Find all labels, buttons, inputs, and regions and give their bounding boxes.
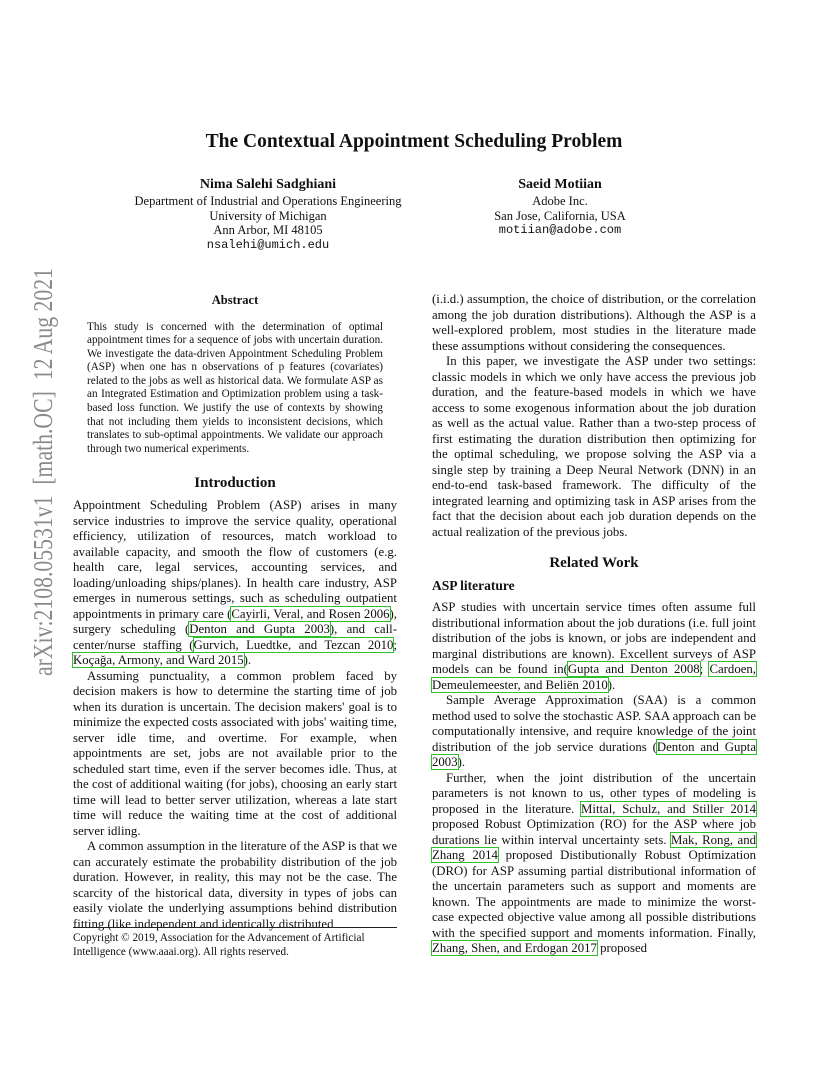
intro-continued-paragraph: (i.i.d.) assumption, the choice of distribution, or the correlation among the job duration distributions). Although the ASP is a well-explored problem, most studies in the literature made these assumptions without considering the consequences. [432,292,756,353]
text-run: Sample Average Approximation (SAA) is a common method used to solve the stochastic ASP. SAA approach can be computationally intensive, and require knowledge of the joint distribution of the job service durations ( [432,693,756,754]
author-name: Saeid Motiian [518,177,602,192]
citation-link[interactable]: Denton and Gupta 2003 [432,739,756,769]
subsection-heading-asp-literature: ASP literature [432,578,515,593]
affiliation-line: Department of Industrial and Operations Engineering [134,194,402,208]
citation-link[interactable]: Zhang, Shen, and Erdogan 2017 [432,941,597,955]
author-block-2 [470,176,650,238]
related-paragraph-2 [432,693,756,771]
citation-link[interactable]: Mak, Rong, and Zhang 2014 [432,832,757,862]
citation-link[interactable]: Cardoen, Demeulemeester, and Beliën 2010 [432,662,756,692]
arxiv-identifier [22,264,64,676]
text-run: ). [243,653,252,668]
author-name: Nima Salehi Sadghiani [199,177,337,192]
right-column [432,292,756,957]
text-run: proposed Robust Optimization (RO) for the ASP where job durations lie within interval uncertainty sets. [432,817,756,847]
left-column [73,291,397,932]
author-block-1 [120,176,416,252]
intro-paragraph-3: A common assumption in the literature of the ASP is that we can accurately estimate the probability distribution of the job duration. However, in reality, this may not be the case. The scarcity of the historical data, diversity in types of jobs can easily violate the underlying assumptions behind distribution fitting (like independent and identically distributed [73,839,397,931]
related-paragraph-1 [432,600,756,693]
text-run: Appointment Scheduling Problem (ASP) arises in many service industries to improve the service quality, operational efficiency, utilization of resources, match workload to available capacity, and smooth the flow of customers (e.g. health care, legal services, accounting services, and loading/unloading ships/planes). In health care industry, ASP emerges in numerous settings, such as scheduling outpatient appointments in primary care ( [73,498,397,621]
footnote-text: Copyright © 2019, Association for the Advancement of Artificial Intelligence (www.aaai.org). All rights reserved. [73,932,365,958]
intro-paragraph-4: In this paper, we investigate the ASP under two settings: classic models in which we only have access the previous job duration, and the feature-based models in which we have access to some exogenous information about the job duration as well as the actual value. Rather than a two-step process of first estimating the duration distribution then optimizing for the optimal scheduling, we propose solving the ASP via a single step by training a Deep Neural Network (DNN) in an end-to-end task-based framework. The difficulty of the integrated learning and optimizing task in ASP arises from the fact that the decision about each job duration depends on the actual realization of the previous jobs. [432,354,756,539]
affiliation-line: San Jose, California, USA [494,208,626,223]
text-run: proposed Distibutionally Robust Optimization (DRO) for ASP assuming partial distributional information of the uncertain parameters such as support and moments are known. The appointments are made to minimize the worst-case expected objective value among all possible distributions with the specified support and moments information. Finally, [432,848,756,940]
text-run: ASP studies with uncertain service times often assume full distributional information about the job durations (i.e. full joint distribution of the jobs is known, or jobs are independent and marginal distributions are known). Excellent surveys of ASP models can be found in( [432,600,756,676]
section-heading-related-work: Related Work [549,555,639,571]
arxiv-identifier-text: arXiv:2108.05531v1 [math.OC] 12 Aug 2021 [27,264,58,676]
text-run: Further, when the joint distribution of the uncertain parameters is not known to us, other types of modeling is proposed in the literature. [432,770,756,816]
abstract-heading: Abstract [211,293,259,307]
citation-link[interactable]: Denton and Gupta 2003 [189,622,330,637]
copyright-footnote [73,927,397,959]
text-run: ), surgery scheduling ( [73,606,397,637]
text-run: ; [699,662,710,676]
related-paragraph-3 [432,771,756,957]
affiliation-line: Ann Arbor, MI 48105 [213,223,323,238]
citation-link[interactable]: Koçağa, Armony, and Ward 2015 [73,653,244,668]
intro-paragraph-2: Assuming punctuality, a common problem faced by decision makers is how to determine the starting time of job when its duration is uncertain. The decision makers' goal is to minimize the expected costs associated with jobs' waiting time, server idle time, and overtime. For example, when appointments are set, jobs are not available prior to the scheduled start time, even if the server becomes idle. Thus, at the cost of additional waiting (for jobs), choosing an early start time will lead to better server utilization, whereas a late start time will reduce the waiting time at the cost of additional server idling. [73,668,397,838]
text-run: ). [457,755,466,769]
text-run: ). [607,677,616,692]
footnote-rule [73,927,397,928]
section-heading-introduction: Introduction [194,475,276,492]
text-run: ), and call-center/nurse staffing ( [73,622,397,652]
text-run: ; [393,637,397,652]
citation-link[interactable]: Cayirli, Veral, and Rosen 2006 [231,606,390,621]
citation-link[interactable]: Gurvich, Luedtke, and Tezcan 2010 [193,637,394,652]
author-email: nsalehi@umich.edu [206,237,330,252]
paper-title: The Contextual Appointment Scheduling Problem [205,131,623,152]
abstract-text: This study is concerned with the determination of optimal appointment times for a sequence of jobs with uncertain duration. We investigate the data-driven Appointment Scheduling Problem (ASP) when one has n observations of p features (covariates) related to the jobs as well as historical data. We formulate ASP as an Integrated Estimation and Optimization problem using a task-based loss function. We justify the use of contexts by showing that not including them yields to inconsistent decisions, which translates to sub-optimal appointments. We validate our approach through two numerical experiments. [87,320,383,455]
text-run: proposed [596,941,648,955]
author-email: motiian@adobe.com [498,223,622,238]
citation-link[interactable]: Gupta and Denton 2008 [567,662,700,676]
intro-paragraph-1 [73,498,397,669]
affiliation-line: University of Michigan [209,208,327,223]
affiliation-line: Adobe Inc. [532,194,588,208]
citation-link[interactable]: Mittal, Schulz, and Stiller 2014 [581,801,756,816]
